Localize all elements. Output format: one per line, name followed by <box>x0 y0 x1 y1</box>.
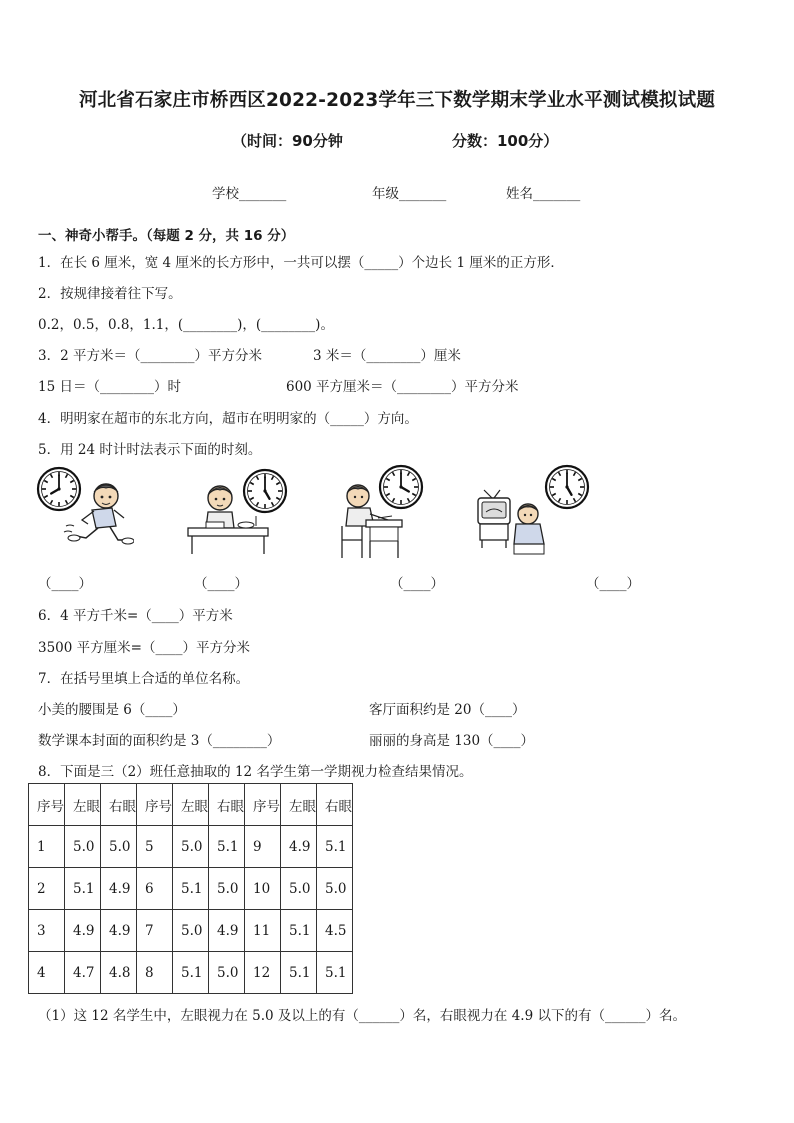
table-cell: 5.0 <box>317 868 353 910</box>
question-3a: 3．2 平方米＝（________）平方分米 <box>38 348 262 364</box>
table-header-cell: 右眼 <box>317 784 353 826</box>
school-field[interactable]: 学校_______ <box>212 186 287 202</box>
clock-icon <box>378 464 424 510</box>
table-cell: 5.1 <box>209 826 245 868</box>
table-cell: 5.1 <box>317 952 353 994</box>
table-cell: 5.0 <box>101 826 137 868</box>
table-header-cell: 序号 <box>29 784 65 826</box>
table-row <box>29 910 353 952</box>
table-cell: 12 <box>245 952 281 994</box>
table-header-cell: 左眼 <box>65 784 101 826</box>
table-cell: 4.8 <box>101 952 137 994</box>
question-1: 1．在长 6 厘米，宽 4 厘米的长方形中，一共可以摆（_____）个边长 1 厘米的正方形． <box>38 255 564 271</box>
table-row <box>29 868 353 910</box>
question-6a: 6．4 平方千米=（____）平方米 <box>38 608 233 624</box>
table-cell: 11 <box>245 910 281 952</box>
answer-blank-clock-3[interactable]: （____） <box>390 576 444 592</box>
table-cell: 5.1 <box>281 952 317 994</box>
table-row <box>29 826 353 868</box>
question-4: 4．明明家在超市的东北方向，超市在明明家的（_____）方向。 <box>38 411 418 427</box>
table-header-cell: 左眼 <box>281 784 317 826</box>
table-cell: 9 <box>245 826 281 868</box>
table-cell: 2 <box>29 868 65 910</box>
clock-icon <box>544 464 590 510</box>
grade-field[interactable]: 年级_______ <box>372 186 447 202</box>
question-7c: 数学课本封面的面积约是 3（________） <box>38 733 281 749</box>
answer-blank-clock-4[interactable]: （____） <box>586 576 640 592</box>
question-2: 2．按规律接着往下写。 <box>38 286 182 302</box>
table-cell: 10 <box>245 868 281 910</box>
answer-blank-clock-2[interactable]: （____） <box>194 576 248 592</box>
table-cell: 1 <box>29 826 65 868</box>
table-header-cell: 序号 <box>245 784 281 826</box>
question-5: 5．用 24 时计时法表示下面的时刻。 <box>38 442 262 458</box>
vision-table <box>28 783 353 994</box>
table-cell: 5.0 <box>209 952 245 994</box>
table-cell: 3 <box>29 910 65 952</box>
question-2-sequence: 0.2，0.5，0.8，1.1，(________)，(________)。 <box>38 317 334 333</box>
question-8-1: （1）这 12 名学生中，左眼视力在 5.0 及以上的有（______）名，右眼视力在 4.9 以下的有（______）名。 <box>38 1008 686 1024</box>
table-cell: 8 <box>137 952 173 994</box>
table-row <box>29 952 353 994</box>
answer-blank-clock-1[interactable]: （____） <box>38 576 92 592</box>
clock-icon <box>36 466 82 512</box>
table-cell: 4.9 <box>101 868 137 910</box>
page-title: 河北省石家庄市桥西区2022-2023学年三下数学期末学业水平测试模拟试题 <box>78 90 716 111</box>
table-cell: 5.0 <box>209 868 245 910</box>
question-7b: 客厅面积约是 20（____） <box>369 702 526 718</box>
table-cell: 4.9 <box>281 826 317 868</box>
section-heading: 一、神奇小帮手。（每题 2 分，共 16 分） <box>38 228 295 244</box>
table-cell: 5.1 <box>317 826 353 868</box>
table-cell: 5.0 <box>281 868 317 910</box>
question-7d: 丽丽的身高是 130（____） <box>369 733 535 749</box>
boy-watching-tv-illustration <box>474 488 548 556</box>
question-7a: 小美的腰围是 6（____） <box>38 702 186 718</box>
table-cell: 5.1 <box>65 868 101 910</box>
table-cell: 5.1 <box>173 868 209 910</box>
table-header-row <box>29 784 353 826</box>
question-6b: 3500 平方厘米=（____）平方分米 <box>38 640 250 656</box>
clock-icon <box>242 468 288 514</box>
table-cell: 4 <box>29 952 65 994</box>
table-cell: 4.9 <box>209 910 245 952</box>
table-cell: 6 <box>137 868 173 910</box>
table-cell: 5 <box>137 826 173 868</box>
table-cell: 5.1 <box>281 910 317 952</box>
exam-time: （时间：90分钟 <box>232 132 343 150</box>
name-field[interactable]: 姓名_______ <box>506 186 581 202</box>
question-7: 7．在括号里填上合适的单位名称。 <box>38 671 250 687</box>
table-header-cell: 右眼 <box>101 784 137 826</box>
table-cell: 7 <box>137 910 173 952</box>
question-3c: 15 日＝（________）时 <box>38 379 181 395</box>
table-cell: 4.9 <box>65 910 101 952</box>
table-header-cell: 右眼 <box>209 784 245 826</box>
table-header-cell: 左眼 <box>173 784 209 826</box>
table-cell: 4.9 <box>101 910 137 952</box>
table-cell: 5.0 <box>65 826 101 868</box>
question-8: 8．下面是三（2）班任意抽取的 12 名学生第一学期视力检查结果情况。 <box>38 764 473 780</box>
table-cell: 5.0 <box>173 910 209 952</box>
table-header-cell: 序号 <box>137 784 173 826</box>
table-cell: 5.0 <box>173 826 209 868</box>
question-3b: 3 米＝（________）厘米 <box>313 348 461 364</box>
question-3d: 600 平方厘米＝（________）平方分米 <box>286 379 519 395</box>
exam-score: 分数：100分） <box>452 132 559 150</box>
table-cell: 4.5 <box>317 910 353 952</box>
table-cell: 4.7 <box>65 952 101 994</box>
table-cell: 5.1 <box>173 952 209 994</box>
